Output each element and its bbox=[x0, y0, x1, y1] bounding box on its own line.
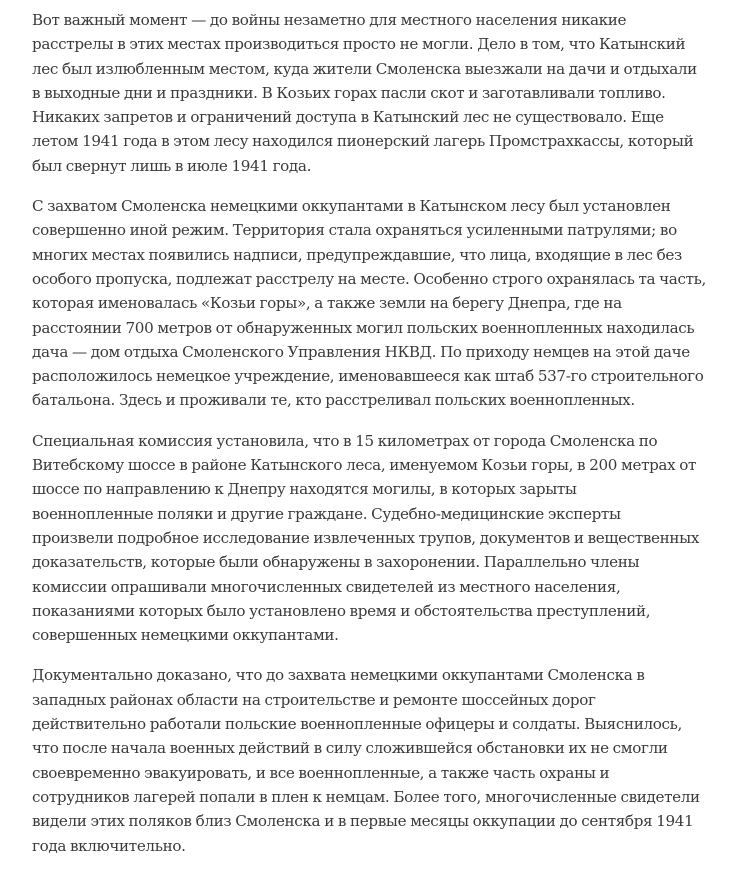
text-line: западных районах области на строительстве и ремонте шоссейных дорог bbox=[32, 690, 596, 709]
text-line: что после начала военных действий в силу сложившейся обстановки их не смогли bbox=[32, 739, 668, 758]
text-line: особого пропуска, подлежат расстрелу на месте. Особенно строго охранялась та часть, bbox=[32, 269, 706, 288]
text-line: расстоянии 700 метров от обнаруженных могил польских военнопленных находилась bbox=[32, 318, 695, 337]
text-line: летом 1941 года в этом лесу находился пионерский лагерь Промстрахкассы, который bbox=[32, 132, 694, 151]
paragraph-4 bbox=[32, 663, 732, 857]
paragraph-3 bbox=[32, 429, 732, 648]
text-line: Витебскому шоссе в районе Катынского леса, именуемом Козьи горы, в 200 метрах от bbox=[32, 456, 697, 475]
text-line: комиссии опрашивали многочисленных свидетелей из местного населения, bbox=[32, 577, 621, 596]
text-line: которая именовалась «Козьи горы», а также земли на берегу Днепра, где на bbox=[32, 294, 622, 313]
text-line: совершенных немецкими оккупантами. bbox=[32, 626, 339, 645]
text-line: С захватом Смоленска немецкими оккупантами в Катынском лесу был установлен bbox=[32, 197, 671, 216]
text-line: Вот важный момент — до войны незаметно для местного населения никакие bbox=[32, 11, 627, 29]
text-line: в выходные дни и праздники. В Козьих горах пасли скот и заготавливали топливо. bbox=[32, 83, 666, 102]
text-line: Специальная комиссия установила, что в 15 километрах от города Смоленска по bbox=[32, 431, 658, 450]
paragraph-1 bbox=[32, 8, 732, 178]
text-line: дача — дом отдыха Смоленского Управления НКВД. По приходу немцев на этой даче bbox=[32, 342, 690, 361]
text-line: Никаких запретов и ограничений доступа в Катынский лес не существовало. Еще bbox=[32, 108, 664, 127]
text-line: сотрудников лагерей попали в плен к немцам. Более того, многочисленные свидетели bbox=[32, 787, 700, 806]
text-line: видели этих поляков близ Смоленска и в первые месяцы оккупации до сентября 1941 bbox=[32, 812, 694, 831]
text-line: батальона. Здесь и проживали те, кто расстреливал польских военнопленных. bbox=[32, 391, 635, 410]
paragraph-2 bbox=[32, 194, 732, 413]
text-line: показаниями которых было установлено время и обстоятельства преступлений, bbox=[32, 601, 651, 620]
text-line: Документально доказано, что до захвата немецкими оккупантами Смоленска в bbox=[32, 666, 645, 685]
text-line: произвели подробное исследование извлеченных трупов, документов и вещественных bbox=[32, 528, 700, 547]
text-line: совершенно иной режим. Территория стала охраняться усиленными патрулями; во bbox=[32, 221, 677, 240]
text-line: действительно работали польские военнопленные офицеры и солдаты. Выяснилось, bbox=[32, 715, 683, 734]
text-line: лес был излюбленным местом, куда жители Смоленска выезжали на дачи и отдыхали bbox=[32, 59, 697, 78]
text-line: шоссе по направлению к Днепру находятся могилы, в которых зарыты bbox=[32, 480, 577, 499]
text-line: расположилось немецкое учреждение, именовавшееся как штаб 537-го строительного bbox=[32, 367, 704, 386]
text-line: расстрелы в этих местах производиться просто не могли. Дело в том, что Катынский bbox=[32, 35, 686, 54]
text-line: года включительно. bbox=[32, 836, 186, 855]
text-line: многих местах появились надписи, предупреждавшие, что лица, входящие в лес без bbox=[32, 245, 682, 264]
text-line: доказательств, которые были обнаружены в захоронении. Параллельно члены bbox=[32, 553, 640, 572]
article-body bbox=[32, 8, 732, 874]
text-line: военнопленные поляки и другие граждане. Судебно-медицинские эксперты bbox=[32, 504, 621, 523]
text-line: был свернут лишь в июле 1941 года. bbox=[32, 156, 312, 175]
text-line: своевременно эвакуировать, и все военнопленные, а также часть охраны и bbox=[32, 763, 610, 782]
